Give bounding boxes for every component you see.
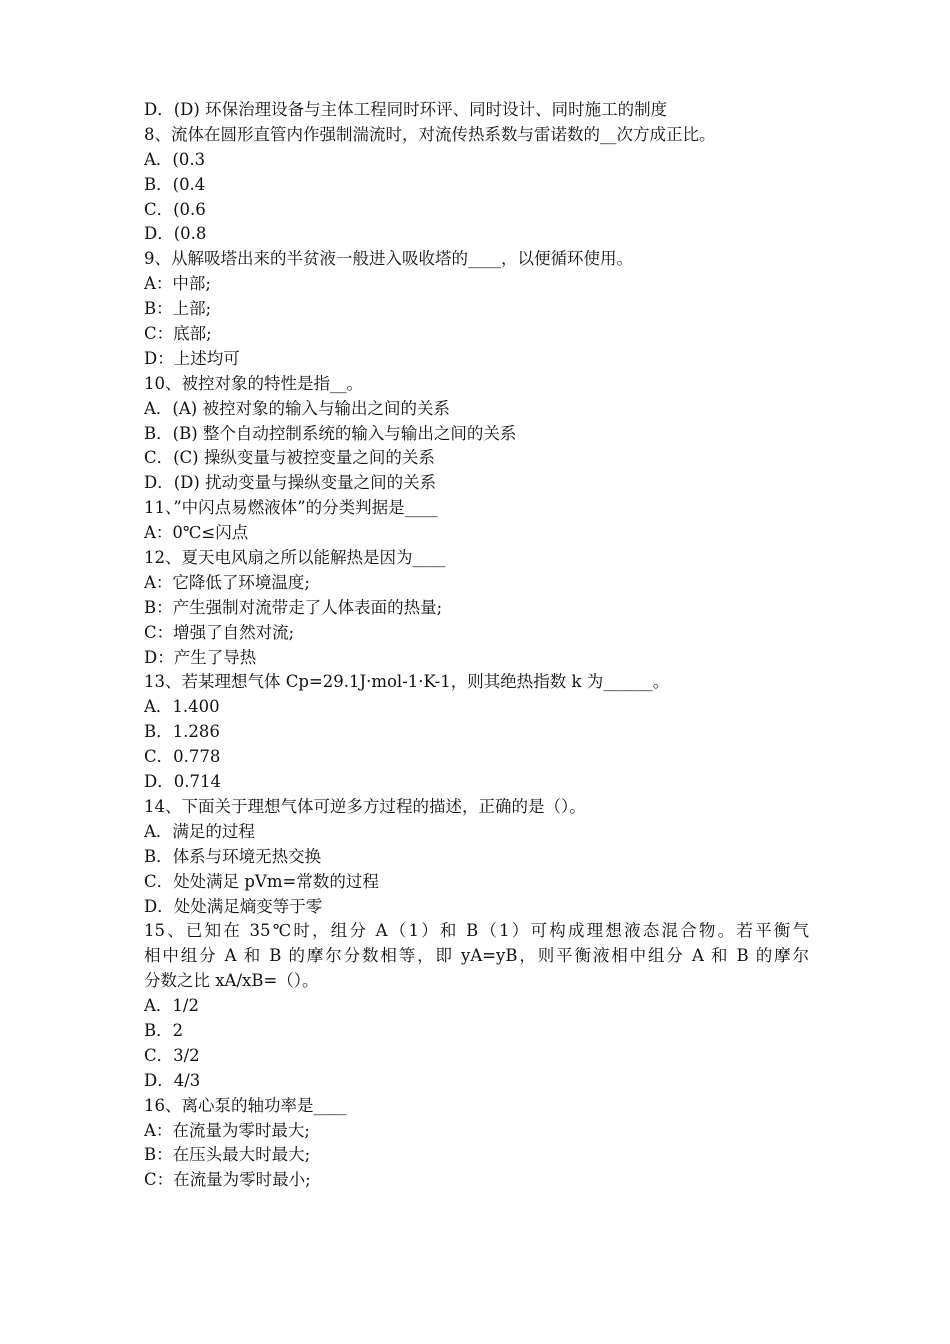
option-line: D：上述均可 (144, 348, 240, 368)
option-line: C．处处满足 pVm=常数的过程 (144, 871, 379, 891)
option-line: C．(0.6 (144, 199, 206, 219)
option-line: B：在压头最大时最大; (144, 1145, 311, 1165)
question-line: 14、下面关于理想气体可逆多方过程的描述，正确的是（）。 (144, 796, 586, 816)
question-line: 10、被控对象的特性是指__。 (144, 373, 363, 393)
question-line: 16、离心泵的轴功率是____ (144, 1095, 347, 1115)
option-line: C．(C) 操纵变量与被控变量之间的关系 (144, 448, 435, 468)
question-line: 9、从解吸塔出来的半贫液一般进入吸收塔的____，以便循环使用。 (144, 249, 633, 269)
question-line: 8、流体在圆形直管内作强制湍流时，对流传热系数与雷诺数的__次方成正比。 (144, 124, 716, 144)
option-line: A．1/2 (144, 996, 199, 1016)
option-line: A．(0.3 (144, 149, 206, 169)
option-line: A．满足的过程 (144, 821, 255, 841)
option-line: B：产生强制对流带走了人体表面的热量; (144, 597, 443, 617)
option-line: C：在流量为零时最小; (144, 1170, 311, 1190)
question-line: 11、”中闪点易燃液体”的分类判据是____ (144, 498, 438, 518)
option-line: C．0.778 (144, 747, 221, 767)
option-line: B．体系与环境无热交换 (144, 846, 322, 866)
question-line: 15、已知在 35℃时，组分 A（1）和 B（1）可构成理想液态混合物。若平衡气 (144, 921, 809, 941)
option-line: D．0.714 (144, 772, 221, 792)
option-line: B：上部; (144, 299, 212, 319)
option-line: A：在流量为零时最大; (144, 1120, 310, 1140)
option-line: D．(0.8 (144, 224, 207, 244)
option-line: D．(D) 扰动变量与操纵变量之间的关系 (144, 473, 437, 493)
question-line-continued: 分数之比 xA/xB=（）。 (144, 971, 319, 991)
option-line: D．4/3 (144, 1070, 201, 1090)
option-line: C：增强了自然对流; (144, 622, 295, 642)
option-line: B．2 (144, 1020, 184, 1040)
option-line: A：中部; (144, 274, 211, 294)
option-line: B．1.286 (144, 722, 220, 742)
document-page (144, 98, 809, 1193)
option-line: B．(0.4 (144, 174, 206, 194)
question-line-continued: 相中组分 A 和 B 的摩尔分数相等，即 yA=yB，则平衡液相中组分 A 和 B 的摩尔 (144, 946, 809, 966)
option-line: B．(B) 整个自动控制系统的输入与输出之间的关系 (144, 423, 517, 443)
option-line: C．3/2 (144, 1045, 200, 1065)
option-line: D．(D) 环保治理设备与主体工程同时环评、同时设计、同时施工的制度 (144, 100, 668, 119)
option-line: A：它降低了环境温度; (144, 572, 310, 592)
option-line: C：底部; (144, 324, 212, 344)
option-line: A．(A) 被控对象的输入与输出之间的关系 (144, 398, 450, 418)
option-line: D．处处满足熵变等于零 (144, 896, 323, 916)
option-line: A：0℃≤闪点 (144, 523, 249, 543)
option-line: A．1.400 (144, 697, 220, 717)
question-line: 13、若某理想气体 Cp=29.1J·mol-1·K-1，则其绝热指数 k 为______。 (144, 672, 670, 692)
question-line: 12、夏天电风扇之所以能解热是因为____ (144, 548, 446, 568)
option-line: D：产生了导热 (144, 647, 257, 667)
